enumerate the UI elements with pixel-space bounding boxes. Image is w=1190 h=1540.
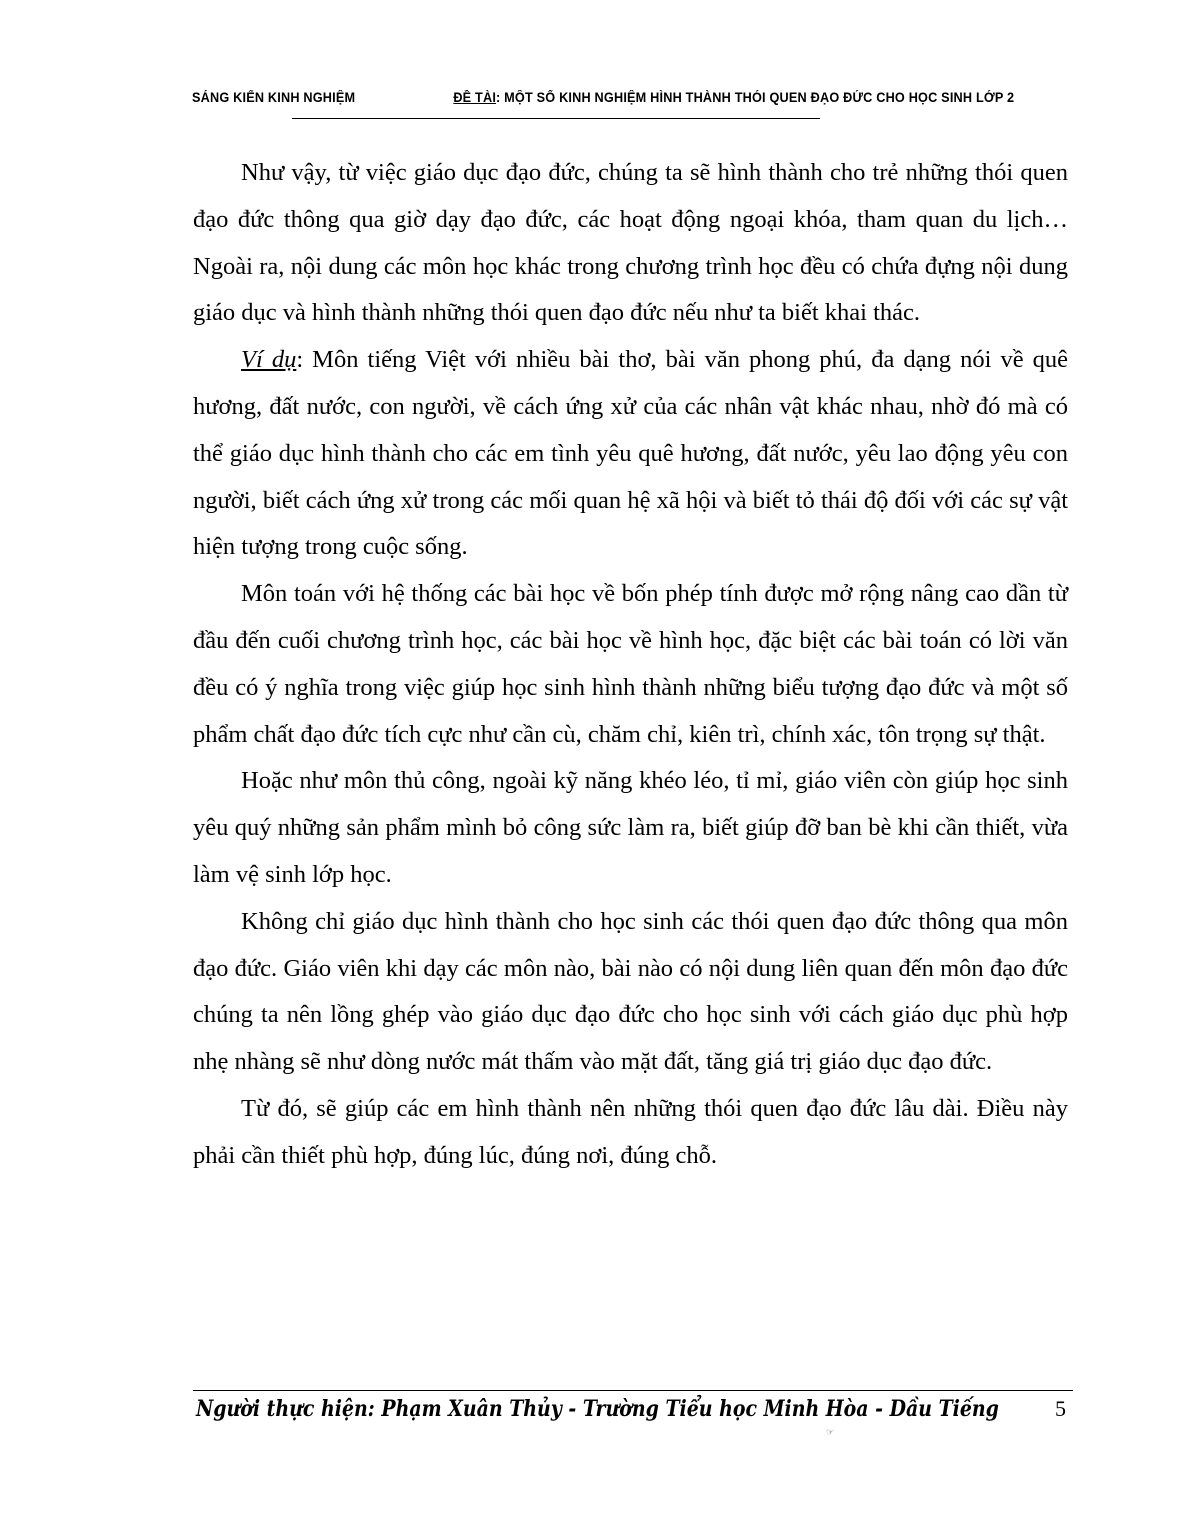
paragraph-2 [193,337,1068,571]
header-right [453,90,1014,105]
header-topic-title: : MỘT SỐ KINH NGHIỆM HÌNH THÀNH THÓI QUEN ĐẠO ĐỨC CHO HỌC SINH LỚP 2 [496,90,1015,105]
header-rule [292,118,820,119]
paragraph-4: Hoặc như môn thủ công, ngoài kỹ năng khéo léo, tỉ mỉ, giáo viên còn giúp học sinh yêu quý những sản phẩm mình bỏ công sức làm ra, biết giúp đỡ ban bè khi cần thiết, vừa làm vệ sinh lớp học. [193,767,1068,888]
footer-rule [193,1390,1073,1391]
paragraph-6: Từ đó, sẽ giúp các em hình thành nên những thói quen đạo đức lâu dài. Điều này phải cần thiết phù hợp, đúng lúc, đúng nơi, đúng chỗ. [193,1094,1068,1169]
footer-author: Người thực hiện: Phạm Xuân Thủy - Trường Tiểu học Minh Hòa - Dầu Tiếng [196,1396,999,1422]
pointing-hand-icon: ☞ [826,1428,835,1438]
paragraph-2-text: : Môn tiếng Việt với nhiều bài thơ, bài văn phong phú, đa dạng nói về quê hương, đất nước, con người, về cách ứng xử của các nhân vật khác nhau, nhờ đó mà có thể giáo dục hình thành cho các em tình yêu quê hương, đất nước, yêu lao động yêu con người, biết cách ứng xử trong các mối quan hệ xã hội và biết tỏ thái độ đối với các sự vật hiện tượng trong cuộc sống. [193,346,1068,561]
document-body [193,150,1068,1180]
page-number: 5 [1055,1396,1066,1421]
paragraph-1: Như vậy, từ việc giáo dục đạo đức, chúng ta sẽ hình thành cho trẻ những thói quen đạo đức thông qua giờ dạy đạo đức, các hoạt động ngoại khóa, tham quan du lịch… Ngoài ra, nội dung các môn học khác trong chương trình học đều có chứa đựng nội dung giáo dục và hình thành những thói quen đạo đức nếu như ta biết khai thác. [193,159,1068,327]
paragraph-3: Môn toán với hệ thống các bài học về bốn phép tính được mở rộng nâng cao dần từ đầu đến cuối chương trình học, các bài học về hình học, đặc biệt các bài toán có lời văn đều có ý nghĩa trong việc giúp học sinh hình thành những biểu tượng đạo đức và một số phẩm chất đạo đức tích cực như cần cù, chăm chỉ, kiên trì, chính xác, tôn trọng sự thật. [193,580,1068,748]
header-topic-label: ĐỀ TÀI [453,90,497,105]
header-left: SÁNG KIẾN KINH NGHIỆM [192,90,356,105]
page-header [192,90,1015,114]
paragraph-5: Không chỉ giáo dục hình thành cho học sinh các thói quen đạo đức thông qua môn đạo đức. Giáo viên khi dạy các môn nào, bài nào có nội dung liên quan đến môn đạo đức chúng ta nên lồng ghép vào giáo dục đạo đức cho học sinh với cách giáo dục phù hợp nhẹ nhàng sẽ như dòng nước mát thấm vào mặt đất, tăng giá trị giáo dục đạo đức. [193,907,1068,1076]
example-label: Ví dụ [241,346,297,374]
